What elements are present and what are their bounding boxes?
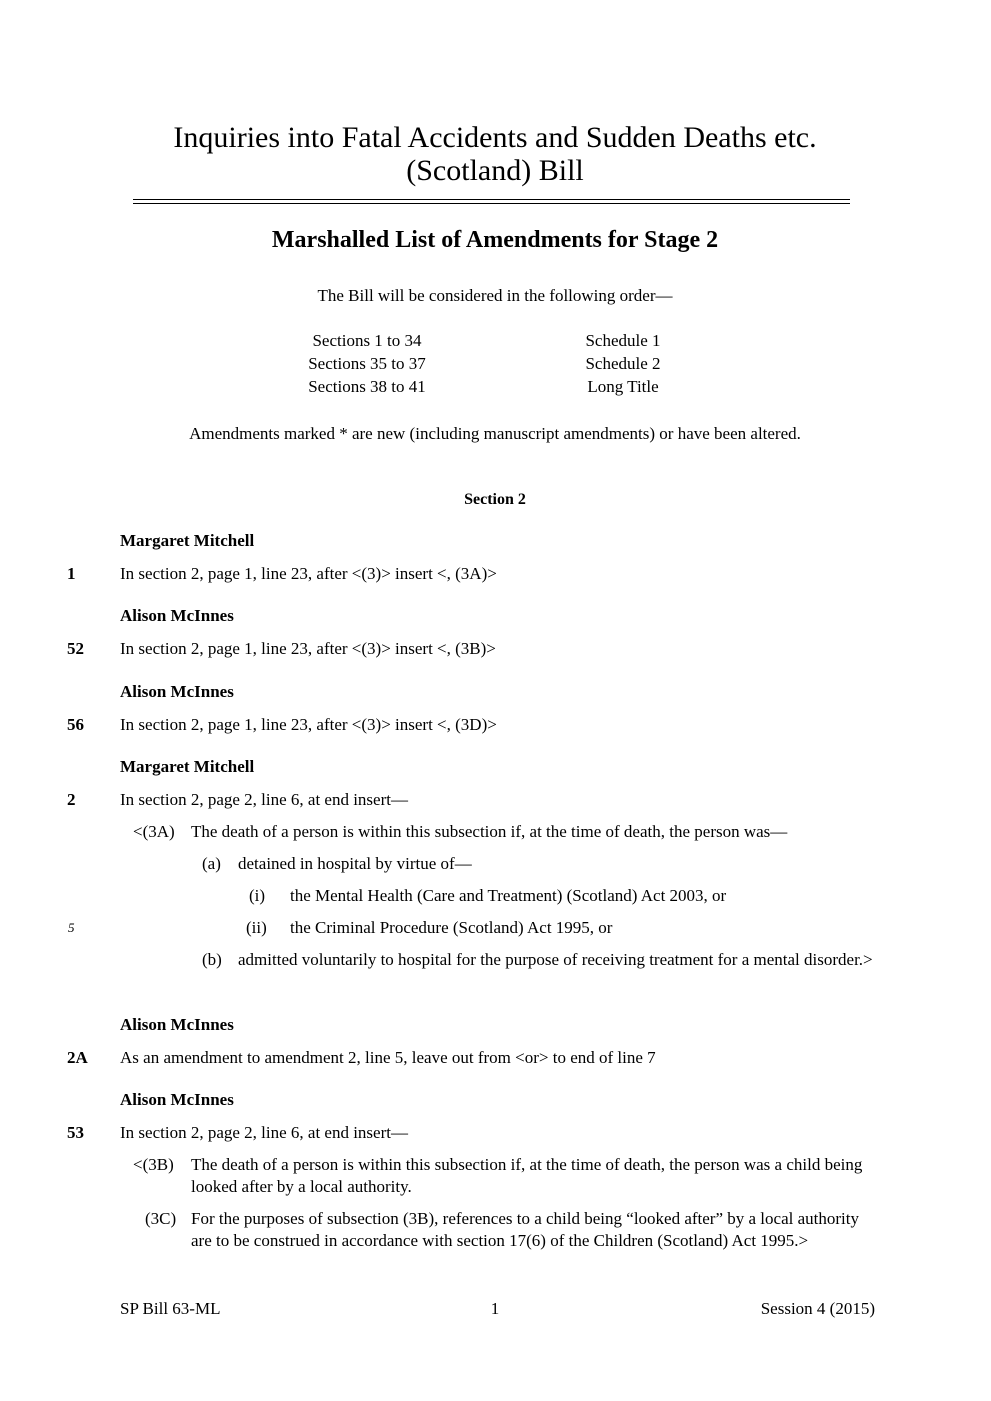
amendment-text: In section 2, page 1, line 23, after <(3)> insert <, (3D)> — [120, 715, 497, 734]
member-name: Alison McInnes — [120, 682, 234, 701]
section-heading: Section 2 — [464, 491, 526, 508]
subsection-label: (3C) — [145, 1209, 177, 1228]
subparagraph-label: (i) — [249, 886, 266, 905]
bill-title: Inquiries into Fatal Accidents and Sudden Deaths etc. — [173, 121, 817, 154]
order-right-item: Long Title — [587, 377, 659, 396]
order-left-item: Sections 35 to 37 — [308, 354, 426, 373]
subsection-label: <(3B) — [133, 1155, 174, 1174]
amendment-number: 53 — [67, 1123, 84, 1142]
amendment-number: 2 — [67, 790, 76, 809]
subsection-text: The death of a person is within this subsection if, at the time of death, the person was— — [191, 822, 788, 841]
subparagraph-text: the Mental Health (Care and Treatment) (Scotland) Act 2003, or — [290, 886, 727, 905]
subparagraph-text: the Criminal Procedure (Scotland) Act 1995, or — [290, 918, 613, 937]
amendment-number: 2A — [67, 1048, 88, 1067]
order-right-item: Schedule 2 — [585, 354, 661, 373]
paragraph-text: detained in hospital by virtue of— — [238, 854, 472, 873]
subsection-text: For the purposes of subsection (3B), references to a child being “looked after” by a local authority are to be construed in accordance with section 17(6) of the Children (Scotland) Act 1995.> — [191, 1209, 859, 1250]
order-left-item: Sections 38 to 41 — [308, 377, 426, 396]
subsection-label: <(3A) — [133, 822, 175, 841]
paragraph-text: admitted voluntarily to hospital for the purpose of receiving treatment for a mental disorder.> — [238, 950, 873, 969]
line-number: 5 — [68, 920, 75, 935]
title-rule-bottom — [133, 203, 850, 204]
amendment-text: As an amendment to amendment 2, line 5, leave out from <or> to end of line 7 — [120, 1048, 656, 1067]
order-right-item: Schedule 1 — [585, 331, 661, 350]
member-name: Alison McInnes — [120, 1090, 234, 1109]
title-rule-top — [133, 199, 850, 200]
amendments-note: Amendments marked * are new (including manuscript amendments) or have been altered. — [189, 424, 801, 443]
amendment-text: In section 2, page 1, line 23, after <(3)> insert <, (3A)> — [120, 564, 497, 583]
paragraph-label: (b) — [202, 950, 222, 969]
member-name: Margaret Mitchell — [120, 757, 255, 776]
amendment-number: 56 — [67, 715, 84, 734]
order-left-item: Sections 1 to 34 — [312, 331, 422, 350]
bill-title-line2: (Scotland) Bill — [406, 154, 584, 187]
footer-bill-reference: SP Bill 63-ML — [120, 1299, 221, 1318]
amendment-text: In section 2, page 1, line 23, after <(3)> insert <, (3B)> — [120, 639, 496, 658]
document-subtitle: Marshalled List of Amendments for Stage 2 — [271, 227, 719, 253]
subparagraph-label: (ii) — [246, 918, 267, 937]
member-name: Margaret Mitchell — [120, 531, 255, 550]
amendment-number: 52 — [67, 639, 84, 658]
paragraph-label: (a) — [202, 854, 221, 873]
subsection-text: The death of a person is within this subsection if, at the time of death, the person was a child being looked after by a local authority. — [191, 1155, 863, 1196]
amendment-text: In section 2, page 2, line 6, at end insert— — [120, 790, 408, 809]
order-intro: The Bill will be considered in the following order— — [317, 286, 673, 305]
amendment-text: In section 2, page 2, line 6, at end insert— — [120, 1123, 408, 1142]
member-name: Alison McInnes — [120, 606, 234, 625]
amendment-number: 1 — [67, 564, 76, 583]
footer-session: Session 4 (2015) — [760, 1299, 875, 1318]
member-name: Alison McInnes — [120, 1015, 234, 1034]
page-number: 1 — [490, 1299, 500, 1318]
